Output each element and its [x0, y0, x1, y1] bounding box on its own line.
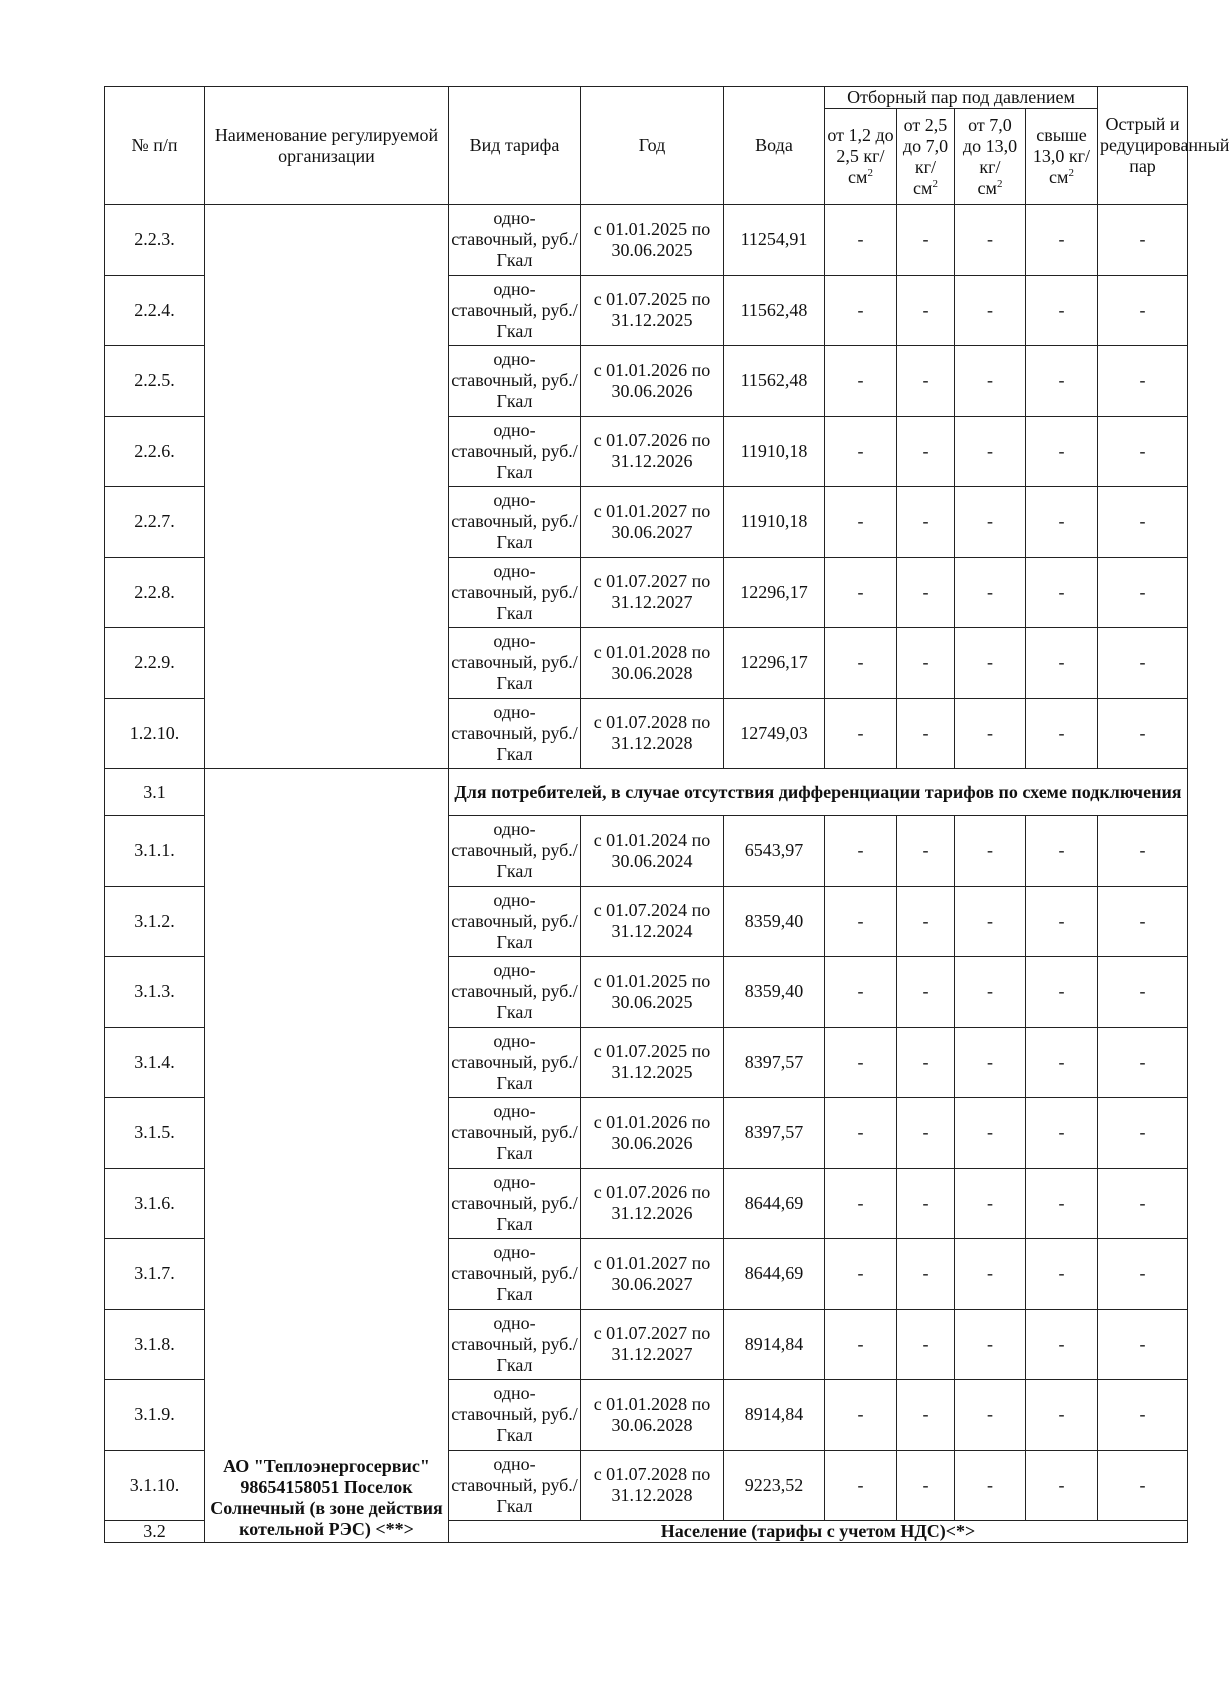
- table-body: [105, 205, 1188, 1543]
- cell-sharp-steam: -: [1098, 1239, 1188, 1310]
- cell-sharp-steam: -: [1098, 205, 1188, 276]
- cell-water: 8644,69: [724, 1168, 825, 1239]
- cell-year: с 01.07.2026 по 31.12.2026: [581, 416, 724, 487]
- cell-pressure-4: -: [1026, 1450, 1098, 1521]
- cell-num: 2.2.8.: [105, 557, 205, 628]
- cell-tariff: одно-ставочный, руб./Гкал: [449, 816, 581, 887]
- cell-tariff: одно-ставочный, руб./Гкал: [449, 1450, 581, 1521]
- cell-pressure-3: -: [955, 416, 1026, 487]
- cell-year: с 01.01.2027 по 30.06.2027: [581, 1239, 724, 1310]
- col-header-tariff: Вид тарифа: [449, 87, 581, 205]
- cell-pressure-2: -: [897, 346, 955, 417]
- cell-tariff: одно-ставочный, руб./Гкал: [449, 628, 581, 699]
- cell-pressure-3: -: [955, 1239, 1026, 1310]
- cell-pressure-2: -: [897, 1450, 955, 1521]
- cell-num: 3.1.5.: [105, 1098, 205, 1169]
- cell-year: с 01.07.2024 по 31.12.2024: [581, 886, 724, 957]
- cell-pressure-3: -: [955, 698, 1026, 769]
- col-header-pressure-1: [825, 109, 897, 205]
- cell-pressure-3: -: [955, 1027, 1026, 1098]
- cell-water: 11562,48: [724, 275, 825, 346]
- cell-tariff: одно-ставочный, руб./Гкал: [449, 1380, 581, 1451]
- cell-pressure-4: -: [1026, 886, 1098, 957]
- cell-water: 11910,18: [724, 416, 825, 487]
- cell-pressure-1: -: [825, 1380, 897, 1451]
- col-header-pressure-4: [1026, 109, 1098, 205]
- cell-pressure-1: -: [825, 346, 897, 417]
- cell-year: с 01.01.2028 по 30.06.2028: [581, 628, 724, 699]
- cell-pressure-2: -: [897, 487, 955, 558]
- col-header-steam-group: Отборный пар под давлением: [825, 87, 1098, 109]
- cell-num: 3.1.3.: [105, 957, 205, 1028]
- cell-pressure-3: -: [955, 957, 1026, 1028]
- cell-tariff: одно-ставочный, руб./Гкал: [449, 1168, 581, 1239]
- cell-year: с 01.01.2027 по 30.06.2027: [581, 487, 724, 558]
- org-cell-empty: [205, 205, 449, 769]
- cell-tariff: одно-ставочный, руб./Гкал: [449, 886, 581, 957]
- cell-pressure-2: -: [897, 275, 955, 346]
- cell-num: 3.1.1.: [105, 816, 205, 887]
- section-num: 3.1: [105, 769, 205, 816]
- cell-pressure-1: -: [825, 628, 897, 699]
- cell-num: 3.1.8.: [105, 1309, 205, 1380]
- cell-pressure-2: -: [897, 957, 955, 1028]
- cell-sharp-steam: -: [1098, 957, 1188, 1028]
- cell-pressure-3: -: [955, 346, 1026, 417]
- cell-water: 8914,84: [724, 1309, 825, 1380]
- cell-pressure-2: -: [897, 1239, 955, 1310]
- unit-superscript: 2: [932, 177, 938, 190]
- cell-water: 11910,18: [724, 487, 825, 558]
- cell-pressure-1: -: [825, 886, 897, 957]
- cell-tariff: одно-ставочный, руб./Гкал: [449, 698, 581, 769]
- cell-pressure-4: -: [1026, 205, 1098, 276]
- cell-tariff: одно-ставочный, руб./Гкал: [449, 557, 581, 628]
- cell-water: 12296,17: [724, 557, 825, 628]
- cell-num: 3.1.6.: [105, 1168, 205, 1239]
- cell-year: с 01.07.2026 по 31.12.2026: [581, 1168, 724, 1239]
- cell-num: 2.2.9.: [105, 628, 205, 699]
- cell-pressure-2: -: [897, 628, 955, 699]
- cell-pressure-3: -: [955, 1098, 1026, 1169]
- cell-year: с 01.07.2027 по 31.12.2027: [581, 1309, 724, 1380]
- cell-pressure-1: -: [825, 1450, 897, 1521]
- cell-num: 3.1.7.: [105, 1239, 205, 1310]
- cell-year: с 01.07.2027 по 31.12.2027: [581, 557, 724, 628]
- cell-year: с 01.07.2028 по 31.12.2028: [581, 1450, 724, 1521]
- cell-year: с 01.01.2028 по 30.06.2028: [581, 1380, 724, 1451]
- cell-pressure-1: -: [825, 1168, 897, 1239]
- cell-pressure-1: -: [825, 1239, 897, 1310]
- unit-superscript: 2: [867, 167, 873, 179]
- cell-water: 9223,52: [724, 1450, 825, 1521]
- cell-year: с 01.07.2025 по 31.12.2025: [581, 275, 724, 346]
- cell-pressure-4: -: [1026, 628, 1098, 699]
- cell-pressure-2: -: [897, 816, 955, 887]
- col-header-year: Год: [581, 87, 724, 205]
- cell-water: 11562,48: [724, 346, 825, 417]
- cell-year: с 01.01.2024 по 30.06.2024: [581, 816, 724, 887]
- cell-num: 2.2.3.: [105, 205, 205, 276]
- cell-pressure-2: -: [897, 1309, 955, 1380]
- cell-pressure-4: -: [1026, 275, 1098, 346]
- section-title: Население (тарифы с учетом НДС)<*>: [449, 1521, 1188, 1543]
- cell-pressure-1: -: [825, 1098, 897, 1169]
- pressure-label: от 1,2 до 2,5 кг/: [827, 125, 894, 166]
- cell-water: 11254,91: [724, 205, 825, 276]
- section-num: 3.2: [105, 1521, 205, 1543]
- cell-num: 2.2.6.: [105, 416, 205, 487]
- cell-pressure-1: -: [825, 1027, 897, 1098]
- cell-year: с 01.01.2026 по 30.06.2026: [581, 346, 724, 417]
- col-header-org: Наименование регулируемой организации: [205, 87, 449, 205]
- unit-label: см: [977, 177, 997, 198]
- cell-year: с 01.01.2025 по 30.06.2025: [581, 957, 724, 1028]
- section-title: Для потребителей, в случае отсутствия дифференциации тарифов по схеме подключения: [449, 769, 1188, 816]
- col-header-num: № п/п: [105, 87, 205, 205]
- cell-pressure-2: -: [897, 1027, 955, 1098]
- pressure-label: от 2,5 до 7,0 кг/: [902, 114, 949, 177]
- cell-pressure-4: -: [1026, 416, 1098, 487]
- cell-pressure-3: -: [955, 886, 1026, 957]
- cell-pressure-2: -: [897, 416, 955, 487]
- cell-water: 8359,40: [724, 886, 825, 957]
- cell-pressure-3: -: [955, 1450, 1026, 1521]
- cell-pressure-4: -: [1026, 1098, 1098, 1169]
- tariff-table: [104, 86, 1229, 1543]
- cell-sharp-steam: -: [1098, 275, 1188, 346]
- cell-year: с 01.01.2026 по 30.06.2026: [581, 1098, 724, 1169]
- cell-year: с 01.01.2025 по 30.06.2025: [581, 205, 724, 276]
- cell-pressure-1: -: [825, 487, 897, 558]
- cell-pressure-2: -: [897, 1098, 955, 1169]
- cell-pressure-2: -: [897, 698, 955, 769]
- cell-num: 2.2.4.: [105, 275, 205, 346]
- cell-tariff: одно-ставочный, руб./Гкал: [449, 205, 581, 276]
- pressure-label: свыше 13,0 кг/: [1032, 125, 1091, 166]
- table-row: [105, 205, 1188, 276]
- section-row: [105, 769, 1188, 816]
- cell-sharp-steam: -: [1098, 886, 1188, 957]
- cell-pressure-4: -: [1026, 1168, 1098, 1239]
- cell-pressure-2: -: [897, 557, 955, 628]
- cell-pressure-4: -: [1026, 1380, 1098, 1451]
- cell-pressure-3: -: [955, 1309, 1026, 1380]
- cell-water: 12296,17: [724, 628, 825, 699]
- unit-label: см: [848, 167, 868, 187]
- col-header-water: Вода: [724, 87, 825, 205]
- cell-pressure-3: -: [955, 275, 1026, 346]
- cell-num: 3.1.10.: [105, 1450, 205, 1521]
- cell-pressure-1: -: [825, 957, 897, 1028]
- cell-num: 3.1.4.: [105, 1027, 205, 1098]
- cell-pressure-4: -: [1026, 1239, 1098, 1310]
- cell-pressure-1: -: [825, 275, 897, 346]
- cell-tariff: одно-ставочный, руб./Гкал: [449, 275, 581, 346]
- cell-pressure-1: -: [825, 698, 897, 769]
- cell-sharp-steam: -: [1098, 698, 1188, 769]
- cell-tariff: одно-ставочный, руб./Гкал: [449, 1239, 581, 1310]
- cell-pressure-3: -: [955, 205, 1026, 276]
- cell-pressure-4: -: [1026, 557, 1098, 628]
- cell-sharp-steam: -: [1098, 816, 1188, 887]
- cell-water: 8359,40: [724, 957, 825, 1028]
- cell-pressure-3: -: [955, 1380, 1026, 1451]
- cell-pressure-1: -: [825, 557, 897, 628]
- col-header-sharp-steam: Острый и редуцированный пар: [1098, 87, 1188, 205]
- unit-label: см: [1049, 167, 1069, 187]
- cell-tariff: одно-ставочный, руб./Гкал: [449, 1098, 581, 1169]
- cell-pressure-4: -: [1026, 698, 1098, 769]
- cell-water: 6543,97: [724, 816, 825, 887]
- col-header-pressure-3: [955, 109, 1026, 205]
- cell-sharp-steam: -: [1098, 1380, 1188, 1451]
- cell-year: с 01.07.2025 по 31.12.2025: [581, 1027, 724, 1098]
- cell-pressure-1: -: [825, 416, 897, 487]
- cell-num: 1.2.10.: [105, 698, 205, 769]
- cell-pressure-1: -: [825, 816, 897, 887]
- unit-superscript: 2: [1068, 167, 1074, 179]
- cell-pressure-2: -: [897, 1168, 955, 1239]
- cell-pressure-2: -: [897, 205, 955, 276]
- cell-pressure-4: -: [1026, 1027, 1098, 1098]
- cell-tariff: одно-ставочный, руб./Гкал: [449, 416, 581, 487]
- cell-tariff: одно-ставочный, руб./Гкал: [449, 346, 581, 417]
- cell-num: 2.2.7.: [105, 487, 205, 558]
- cell-num: 2.2.5.: [105, 346, 205, 417]
- cell-pressure-1: -: [825, 205, 897, 276]
- cell-pressure-4: -: [1026, 487, 1098, 558]
- cell-water: 8644,69: [724, 1239, 825, 1310]
- org-name: АО "Теплоэнергосервис" 98654158051 Поселок Солнечный (в зоне действия котельной РЭС) <**>: [205, 769, 449, 1543]
- cell-sharp-steam: -: [1098, 628, 1188, 699]
- cell-water: 8397,57: [724, 1027, 825, 1098]
- cell-pressure-4: -: [1026, 1309, 1098, 1380]
- cell-sharp-steam: -: [1098, 1450, 1188, 1521]
- cell-pressure-1: -: [825, 1309, 897, 1380]
- cell-pressure-4: -: [1026, 346, 1098, 417]
- unit-label: см: [913, 177, 933, 198]
- cell-water: 12749,03: [724, 698, 825, 769]
- cell-pressure-3: -: [955, 557, 1026, 628]
- pressure-label: от 7,0 до 13,0 кг/: [962, 114, 1018, 177]
- cell-pressure-3: -: [955, 628, 1026, 699]
- cell-water: 8914,84: [724, 1380, 825, 1451]
- cell-sharp-steam: -: [1098, 346, 1188, 417]
- cell-pressure-3: -: [955, 487, 1026, 558]
- cell-sharp-steam: -: [1098, 1309, 1188, 1380]
- cell-tariff: одно-ставочный, руб./Гкал: [449, 487, 581, 558]
- col-header-pressure-2: [897, 109, 955, 205]
- cell-pressure-4: -: [1026, 816, 1098, 887]
- cell-water: 8397,57: [724, 1098, 825, 1169]
- cell-pressure-3: -: [955, 1168, 1026, 1239]
- cell-pressure-4: -: [1026, 957, 1098, 1028]
- cell-sharp-steam: -: [1098, 557, 1188, 628]
- cell-pressure-2: -: [897, 886, 955, 957]
- unit-superscript: 2: [996, 177, 1003, 190]
- cell-tariff: одно-ставочный, руб./Гкал: [449, 1309, 581, 1380]
- cell-tariff: одно-ставочный, руб./Гкал: [449, 1027, 581, 1098]
- cell-num: 3.1.9.: [105, 1380, 205, 1451]
- cell-sharp-steam: -: [1098, 487, 1188, 558]
- cell-pressure-3: -: [955, 816, 1026, 887]
- cell-sharp-steam: -: [1098, 416, 1188, 487]
- header-row: [105, 87, 1188, 109]
- cell-tariff: одно-ставочный, руб./Гкал: [449, 957, 581, 1028]
- cell-pressure-2: -: [897, 1380, 955, 1451]
- cell-sharp-steam: -: [1098, 1027, 1188, 1098]
- cell-sharp-steam: -: [1098, 1168, 1188, 1239]
- cell-year: с 01.07.2028 по 31.12.2028: [581, 698, 724, 769]
- cell-sharp-steam: -: [1098, 1098, 1188, 1169]
- cell-num: 3.1.2.: [105, 886, 205, 957]
